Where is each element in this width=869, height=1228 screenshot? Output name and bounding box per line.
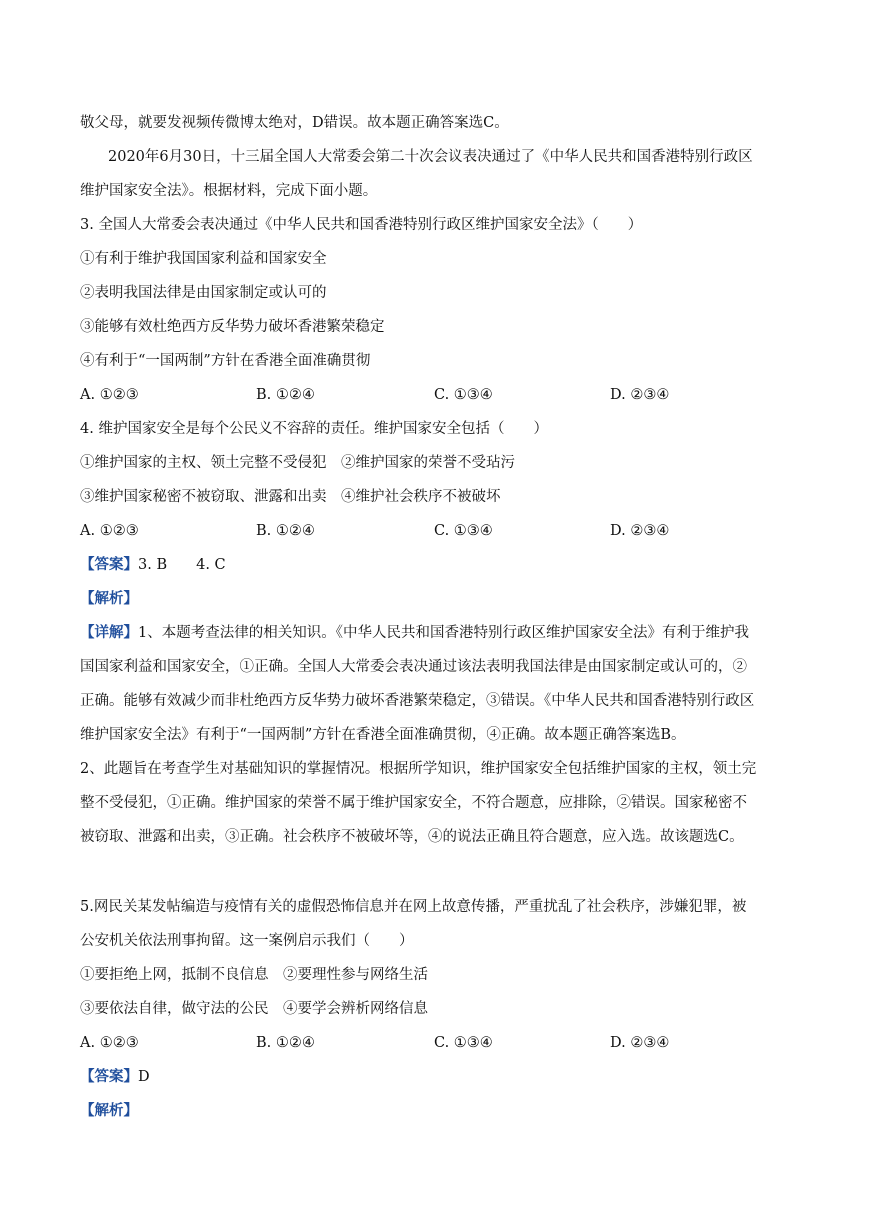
intro-end-line: 敬父母，就要发视频传微博太绝对，D错误。故本题正确答案选C。 — [80, 115, 509, 131]
detail-line-5: 2、此题旨在考查学生对基础知识的掌握情况。根据所学知识，维护国家安全包括维护国家的主权，领土完 — [80, 761, 757, 777]
answer-text: D — [138, 1069, 150, 1085]
q3-stem: 3. 全国人大常委会表决通过《中华人民共和国香港特别行政区维护国家安全法》（ ） — [80, 217, 643, 233]
q5-option-a: A. ①②③ — [80, 1035, 139, 1051]
q4-option-c: C. ①③④ — [434, 523, 493, 539]
q4-option-b: B. ①②④ — [256, 523, 315, 539]
q5-stem-2: 公安机关依法刑事拘留。这一案例启示我们（ ） — [80, 933, 414, 949]
q5-item-2: ③要依法自律，做守法的公民 ④要学会辨析网络信息 — [80, 1001, 428, 1017]
detail-line-4: 维护国家安全法》有利于“一国两制”方针在香港全面准确贯彻，④正确。故本题正确答案选B。 — [80, 727, 686, 743]
q4-option-d: D. ②③④ — [610, 523, 670, 539]
answer-line-2 — [80, 1067, 150, 1087]
q5-item-1: ①要拒绝上网，抵制不良信息 ②要理性参与网络生活 — [80, 967, 428, 983]
detail-text-1: 1、本题考查法律的相关知识。《中华人民共和国香港特别行政区维护国家安全法》有利于维护我 — [138, 625, 749, 641]
q5-option-c: C. ①③④ — [434, 1035, 493, 1051]
answer-tag: 【答案】 — [80, 556, 138, 573]
q3-option-d: D. ②③④ — [610, 387, 670, 403]
detail-line-2: 国国家利益和国家安全，①正确。全国人大常委会表决通过该法表明我国法律是由国家制定或认可的，② — [80, 659, 747, 675]
context-line-2: 维护国家安全法》。根据材料，完成下面小题。 — [80, 183, 378, 199]
q3-option-c: C. ①③④ — [434, 387, 493, 403]
q4-option-a: A. ①②③ — [80, 523, 139, 539]
analysis-line-2 — [80, 1101, 138, 1121]
context-line-1: 2020年6月30日，十三届全国人大常委会第二十次会议表决通过了《中华人民共和国香港特别行政区 — [108, 149, 753, 165]
analysis-line-1 — [80, 589, 138, 609]
q5-option-d: D. ②③④ — [610, 1035, 670, 1051]
q5-option-b: B. ①②④ — [256, 1035, 315, 1051]
detail-line-6: 整不受侵犯，①正确。维护国家的荣誉不属于维护国家安全，不符合题意，应排除，②错误。国家秘密不 — [80, 795, 747, 811]
answer-line-1 — [80, 555, 226, 575]
answer-text: 3. B 4. C — [138, 557, 226, 573]
q4-item-1: ①维护国家的主权、领土完整不受侵犯 ②维护国家的荣誉不受玷污 — [80, 455, 515, 471]
q3-item-3: ③能够有效杜绝西方反华势力破坏香港繁荣稳定 — [80, 319, 385, 335]
detail-line-1 — [80, 623, 749, 643]
detail-tag: 【详解】 — [80, 624, 138, 641]
q3-item-2: ②表明我国法律是由国家制定或认可的 — [80, 285, 327, 301]
q4-stem: 4. 维护国家安全是每个公民义不容辞的责任。维护国家安全包括（ ） — [80, 421, 548, 437]
q3-option-a: A. ①②③ — [80, 387, 139, 403]
q5-stem-1: 5.网民关某发帖编造与疫情有关的虚假恐怖信息并在网上故意传播，严重扰乱了社会秩序，涉嫌犯罪，被 — [80, 899, 747, 915]
detail-line-7: 被窃取、泄露和出卖，③正确。社会秩序不被破坏等，④的说法正确且符合题意，应入选。故该题选C。 — [80, 829, 744, 845]
analysis-tag: 【解析】 — [80, 590, 138, 607]
answer-tag: 【答案】 — [80, 1068, 138, 1085]
analysis-tag: 【解析】 — [80, 1102, 138, 1119]
q3-option-b: B. ①②④ — [256, 387, 315, 403]
q4-item-2: ③维护国家秘密不被窃取、泄露和出卖 ④维护社会秩序不被破坏 — [80, 489, 501, 505]
q3-item-4: ④有利于“一国两制”方针在香港全面准确贯彻 — [80, 353, 371, 369]
q3-item-1: ①有利于维护我国国家利益和国家安全 — [80, 251, 327, 267]
detail-line-3: 正确。能够有效减少而非杜绝西方反华势力破坏香港繁荣稳定，③错误。《中华人民共和国香港特别行政区 — [80, 693, 755, 709]
